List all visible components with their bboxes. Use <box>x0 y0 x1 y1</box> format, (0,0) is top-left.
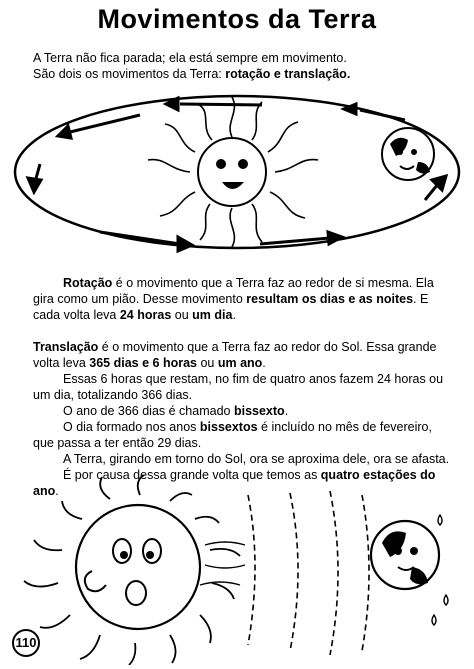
heat-arcs <box>248 491 369 655</box>
translacao-p6b: quatro estações do ano <box>33 468 436 498</box>
page-number <box>11 628 41 658</box>
translacao-p3c: . <box>284 404 289 418</box>
translacao-p6c: . <box>55 484 59 498</box>
sun-eye-right <box>238 159 248 169</box>
big-sun-mouth <box>126 581 146 605</box>
intro-line-2-bold: rotação e translação. <box>225 67 351 81</box>
rotacao-paragraph <box>33 275 453 323</box>
intro-line-2 <box>33 66 453 82</box>
sun-earth-illustration <box>0 475 474 665</box>
translacao-b2: um ano <box>217 356 263 370</box>
translacao-p2: Essas 6 horas que restam, no fim de quatro anos fazem 24 horas ou um dia, totalizando 366 dias. <box>33 372 444 402</box>
translacao-t3: . <box>262 356 266 370</box>
orbit-illustration <box>0 82 474 262</box>
translacao-p4 <box>33 419 453 451</box>
sun-face <box>198 138 266 206</box>
translacao-p4b: bissextos <box>199 420 258 434</box>
translacao-p4c: é incluído no mês de fevereiro, que passa a ter então 29 dias. <box>33 420 432 450</box>
page-number-text: 110 <box>15 635 37 650</box>
translacao-term: Translação <box>33 340 99 354</box>
big-sun-eye-right <box>143 539 161 563</box>
rotacao-t1: é o movimento que a Terra faz ao redor de si mesma. Ela gira como um pião. Desse movimento <box>33 276 434 306</box>
sun-eye-left <box>216 159 226 169</box>
translacao-p3 <box>33 403 453 419</box>
translacao-p3a: O ano de 366 dias é chamado <box>63 404 234 418</box>
rotacao-b2: 24 horas <box>119 308 172 322</box>
translacao-t2: ou <box>196 356 218 370</box>
intro-line-2-text: São dois os movimentos da Terra: <box>33 67 226 81</box>
rotacao-b1: resultam os dias e as noites <box>246 292 414 306</box>
rotacao-text <box>33 275 453 323</box>
intro-text <box>33 50 453 82</box>
rotacao-term: Rotação <box>63 276 113 290</box>
translacao-b1: 365 dias e 6 horas <box>89 356 197 370</box>
translacao-p3b: bissexto <box>233 404 285 418</box>
rotacao-t2: . E cada volta leva <box>33 292 429 322</box>
big-sun-eye-left <box>113 539 131 563</box>
rotacao-b3: um dia <box>192 308 233 322</box>
rotacao-t4: . <box>232 308 236 322</box>
translacao-p6a: É por causa dessa grande volta que temos as <box>63 468 321 482</box>
translacao-p5: A Terra, girando em torno do Sol, ora se aproxima dele, ora se afasta. <box>63 452 450 466</box>
big-sun-face <box>76 505 200 629</box>
translacao-text <box>33 339 453 371</box>
intro-line-1: A Terra não fica parada; ela está sempre em movimento. <box>33 51 347 65</box>
globe-face <box>371 521 439 589</box>
page-title: Movimentos da Terra <box>97 4 377 34</box>
translacao-t1: é o movimento que a Terra faz ao redor do Sol. Essa grande volta leva <box>33 340 437 370</box>
translacao-p4a: O dia formado nos anos <box>63 420 200 434</box>
rotacao-t3: ou <box>171 308 193 322</box>
